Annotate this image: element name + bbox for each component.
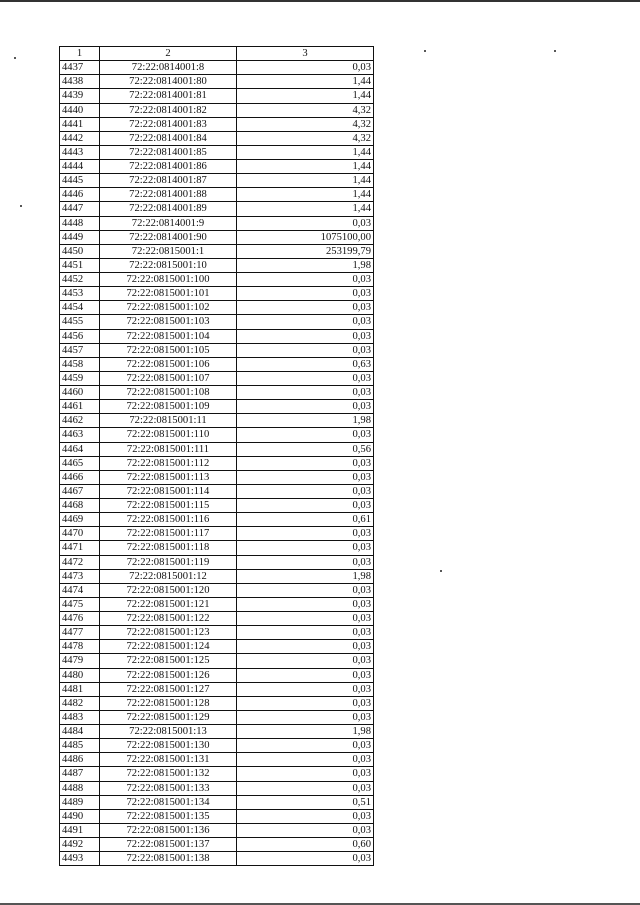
row-number: 4491 (60, 823, 100, 837)
row-value: 0,03 (237, 640, 374, 654)
row-number: 4460 (60, 386, 100, 400)
row-value: 0,03 (237, 301, 374, 315)
row-value: 1,44 (237, 188, 374, 202)
row-value: 0,60 (237, 838, 374, 852)
table-row (60, 626, 374, 640)
cadastral-number: 72:22:0815001:111 (100, 442, 237, 456)
table-row (60, 315, 374, 329)
row-number: 4484 (60, 725, 100, 739)
table-row (60, 484, 374, 498)
row-number: 4474 (60, 583, 100, 597)
header-col-1: 1 (60, 47, 100, 61)
cadastral-number: 72:22:0814001:85 (100, 145, 237, 159)
table-row (60, 753, 374, 767)
row-number: 4461 (60, 400, 100, 414)
cadastral-number: 72:22:0815001:116 (100, 513, 237, 527)
row-number: 4489 (60, 795, 100, 809)
row-value: 0,03 (237, 696, 374, 710)
table-row (60, 795, 374, 809)
cadastral-number: 72:22:0815001:107 (100, 371, 237, 385)
table-row (60, 513, 374, 527)
row-number: 4446 (60, 188, 100, 202)
cadastral-number: 72:22:0815001:132 (100, 767, 237, 781)
row-number: 4454 (60, 301, 100, 315)
cadastral-number: 72:22:0815001:117 (100, 527, 237, 541)
row-value: 1,44 (237, 160, 374, 174)
row-value: 0,03 (237, 386, 374, 400)
scan-speck (20, 205, 22, 207)
row-value: 0,03 (237, 216, 374, 230)
row-value: 0,03 (237, 456, 374, 470)
row-number: 4479 (60, 654, 100, 668)
row-value: 0,03 (237, 61, 374, 75)
cadastral-number: 72:22:0815001:101 (100, 287, 237, 301)
row-number: 4455 (60, 315, 100, 329)
table-row (60, 287, 374, 301)
cadastral-number: 72:22:0815001:109 (100, 400, 237, 414)
cadastral-number: 72:22:0814001:86 (100, 160, 237, 174)
header-col-2: 2 (100, 47, 237, 61)
table-row (60, 442, 374, 456)
table-row (60, 612, 374, 626)
cadastral-number: 72:22:0814001:88 (100, 188, 237, 202)
scan-speck (14, 57, 16, 59)
row-value: 0,03 (237, 470, 374, 484)
row-number: 4456 (60, 329, 100, 343)
cadastral-number: 72:22:0815001:118 (100, 541, 237, 555)
table-header-row (60, 47, 374, 61)
table-row (60, 117, 374, 131)
table-row (60, 682, 374, 696)
cadastral-number: 72:22:0815001:124 (100, 640, 237, 654)
row-number: 4438 (60, 75, 100, 89)
table-row (60, 710, 374, 724)
row-number: 4451 (60, 258, 100, 272)
cadastral-number: 72:22:0815001:110 (100, 428, 237, 442)
cadastral-number: 72:22:0815001:121 (100, 597, 237, 611)
cadastral-number: 72:22:0815001:129 (100, 710, 237, 724)
row-number: 4472 (60, 555, 100, 569)
row-number: 4463 (60, 428, 100, 442)
row-value: 0,03 (237, 781, 374, 795)
row-value: 0,03 (237, 583, 374, 597)
row-number: 4466 (60, 470, 100, 484)
table-row (60, 838, 374, 852)
row-value: 0,03 (237, 612, 374, 626)
row-value: 0,03 (237, 710, 374, 724)
row-number: 4473 (60, 569, 100, 583)
row-number: 4444 (60, 160, 100, 174)
table-row (60, 188, 374, 202)
table-row (60, 160, 374, 174)
table-row (60, 597, 374, 611)
row-number: 4480 (60, 668, 100, 682)
scan-speck (440, 570, 442, 572)
table-row (60, 725, 374, 739)
cadastral-number: 72:22:0815001:106 (100, 357, 237, 371)
row-value: 1,44 (237, 174, 374, 188)
cadastral-number: 72:22:0814001:8 (100, 61, 237, 75)
scan-speck (554, 50, 556, 52)
cadastral-number: 72:22:0815001:102 (100, 301, 237, 315)
table-row (60, 301, 374, 315)
cadastral-number: 72:22:0815001:128 (100, 696, 237, 710)
cadastral-number: 72:22:0815001:112 (100, 456, 237, 470)
cadastral-number: 72:22:0814001:80 (100, 75, 237, 89)
table-row (60, 61, 374, 75)
cadastral-number: 72:22:0815001:104 (100, 329, 237, 343)
table-row (60, 668, 374, 682)
row-value: 0,51 (237, 795, 374, 809)
row-value: 4,32 (237, 103, 374, 117)
cadastral-number: 72:22:0815001:127 (100, 682, 237, 696)
row-number: 4492 (60, 838, 100, 852)
row-number: 4441 (60, 117, 100, 131)
row-value: 0,03 (237, 654, 374, 668)
cadastral-number: 72:22:0815001:108 (100, 386, 237, 400)
row-number: 4490 (60, 809, 100, 823)
cadastral-number: 72:22:0815001:122 (100, 612, 237, 626)
row-number: 4437 (60, 61, 100, 75)
row-number: 4464 (60, 442, 100, 456)
row-number: 4465 (60, 456, 100, 470)
row-value: 0,03 (237, 329, 374, 343)
row-value: 0,61 (237, 513, 374, 527)
row-number: 4459 (60, 371, 100, 385)
cadastral-number: 72:22:0814001:89 (100, 202, 237, 216)
row-number: 4475 (60, 597, 100, 611)
cadastral-number: 72:22:0815001:120 (100, 583, 237, 597)
row-value: 0,03 (237, 767, 374, 781)
row-value: 0,03 (237, 273, 374, 287)
row-value: 1,44 (237, 89, 374, 103)
cadastral-number: 72:22:0815001:114 (100, 484, 237, 498)
row-number: 4471 (60, 541, 100, 555)
cadastral-number: 72:22:0814001:90 (100, 230, 237, 244)
row-value: 0,03 (237, 541, 374, 555)
row-number: 4462 (60, 414, 100, 428)
table-row (60, 456, 374, 470)
row-value: 0,03 (237, 809, 374, 823)
table-row (60, 555, 374, 569)
row-number: 4448 (60, 216, 100, 230)
row-number: 4477 (60, 626, 100, 640)
row-value: 1,44 (237, 75, 374, 89)
table-row (60, 371, 374, 385)
row-number: 4481 (60, 682, 100, 696)
table-row (60, 216, 374, 230)
table-row (60, 329, 374, 343)
cadastral-number: 72:22:0815001:105 (100, 343, 237, 357)
cadastral-number: 72:22:0815001:123 (100, 626, 237, 640)
row-number: 4443 (60, 145, 100, 159)
table-row (60, 569, 374, 583)
row-number: 4486 (60, 753, 100, 767)
table-row (60, 823, 374, 837)
table-row (60, 696, 374, 710)
table-row (60, 202, 374, 216)
cadastral-number: 72:22:0815001:137 (100, 838, 237, 852)
row-number: 4476 (60, 612, 100, 626)
row-value: 1,98 (237, 414, 374, 428)
table-row (60, 654, 374, 668)
cadastral-number: 72:22:0815001:131 (100, 753, 237, 767)
cadastral-number: 72:22:0814001:81 (100, 89, 237, 103)
row-value: 1075100,00 (237, 230, 374, 244)
row-value: 0,03 (237, 527, 374, 541)
row-number: 4488 (60, 781, 100, 795)
row-value: 1,98 (237, 569, 374, 583)
header-col-3: 3 (237, 47, 374, 61)
cadastral-number: 72:22:0815001:115 (100, 499, 237, 513)
row-number: 4457 (60, 343, 100, 357)
cadastral-number: 72:22:0815001:10 (100, 258, 237, 272)
table-row (60, 343, 374, 357)
table-row (60, 428, 374, 442)
table-row (60, 739, 374, 753)
cadastral-number: 72:22:0814001:83 (100, 117, 237, 131)
table-row (60, 258, 374, 272)
row-number: 4453 (60, 287, 100, 301)
table-row (60, 230, 374, 244)
row-value: 0,03 (237, 852, 374, 866)
row-value: 1,98 (237, 725, 374, 739)
cadastral-number: 72:22:0815001:134 (100, 795, 237, 809)
row-value: 0,03 (237, 682, 374, 696)
table-row (60, 527, 374, 541)
table-row (60, 273, 374, 287)
row-number: 4450 (60, 244, 100, 258)
table-row (60, 75, 374, 89)
table-row (60, 414, 374, 428)
row-number: 4478 (60, 640, 100, 654)
table-row (60, 767, 374, 781)
table-row (60, 131, 374, 145)
cadastral-number: 72:22:0815001:138 (100, 852, 237, 866)
row-number: 4493 (60, 852, 100, 866)
table-row (60, 103, 374, 117)
row-value: 0,03 (237, 668, 374, 682)
row-value: 1,44 (237, 202, 374, 216)
table-row (60, 852, 374, 866)
row-value: 0,03 (237, 597, 374, 611)
data-table (59, 46, 374, 866)
row-number: 4458 (60, 357, 100, 371)
table-row (60, 400, 374, 414)
row-value: 0,03 (237, 823, 374, 837)
table-row (60, 89, 374, 103)
row-value: 0,03 (237, 484, 374, 498)
table-row (60, 781, 374, 795)
table-row (60, 357, 374, 371)
row-number: 4442 (60, 131, 100, 145)
cadastral-number: 72:22:0815001:12 (100, 569, 237, 583)
row-value: 0,03 (237, 343, 374, 357)
cadastral-number: 72:22:0814001:87 (100, 174, 237, 188)
row-value: 1,44 (237, 145, 374, 159)
table-row (60, 499, 374, 513)
cadastral-number: 72:22:0815001:103 (100, 315, 237, 329)
cadastral-number: 72:22:0815001:1 (100, 244, 237, 258)
table-row (60, 809, 374, 823)
row-value: 0,03 (237, 739, 374, 753)
row-number: 4470 (60, 527, 100, 541)
cadastral-number: 72:22:0815001:119 (100, 555, 237, 569)
cadastral-number: 72:22:0815001:133 (100, 781, 237, 795)
cadastral-number: 72:22:0815001:100 (100, 273, 237, 287)
cadastral-number: 72:22:0815001:113 (100, 470, 237, 484)
table-row (60, 470, 374, 484)
row-value: 1,98 (237, 258, 374, 272)
cadastral-number: 72:22:0815001:130 (100, 739, 237, 753)
table-row (60, 244, 374, 258)
table-row (60, 640, 374, 654)
row-value: 0,03 (237, 315, 374, 329)
row-value: 0,03 (237, 400, 374, 414)
row-value: 0,03 (237, 753, 374, 767)
row-number: 4483 (60, 710, 100, 724)
row-value: 0,03 (237, 371, 374, 385)
cadastral-number: 72:22:0815001:126 (100, 668, 237, 682)
cadastral-number: 72:22:0815001:125 (100, 654, 237, 668)
table-row (60, 145, 374, 159)
row-value: 0,03 (237, 428, 374, 442)
table-row (60, 541, 374, 555)
row-number: 4449 (60, 230, 100, 244)
row-number: 4447 (60, 202, 100, 216)
cadastral-number: 72:22:0815001:13 (100, 725, 237, 739)
row-value: 0,03 (237, 626, 374, 640)
row-value: 0,03 (237, 287, 374, 301)
table-row (60, 386, 374, 400)
table-row (60, 174, 374, 188)
cadastral-number: 72:22:0814001:9 (100, 216, 237, 230)
row-number: 4482 (60, 696, 100, 710)
row-number: 4468 (60, 499, 100, 513)
row-number: 4485 (60, 739, 100, 753)
row-number: 4439 (60, 89, 100, 103)
row-number: 4487 (60, 767, 100, 781)
cadastral-number: 72:22:0814001:82 (100, 103, 237, 117)
cadastral-number: 72:22:0814001:84 (100, 131, 237, 145)
row-number: 4467 (60, 484, 100, 498)
cadastral-number: 72:22:0815001:136 (100, 823, 237, 837)
row-value: 0,03 (237, 555, 374, 569)
row-value: 0,56 (237, 442, 374, 456)
scan-speck (424, 50, 426, 52)
table-row (60, 583, 374, 597)
scan-top-edge (0, 0, 640, 2)
cadastral-number: 72:22:0815001:135 (100, 809, 237, 823)
row-value: 4,32 (237, 131, 374, 145)
cadastral-number: 72:22:0815001:11 (100, 414, 237, 428)
row-number: 4445 (60, 174, 100, 188)
row-number: 4452 (60, 273, 100, 287)
row-value: 253199,79 (237, 244, 374, 258)
row-number: 4469 (60, 513, 100, 527)
table-body (60, 61, 374, 866)
row-value: 0,63 (237, 357, 374, 371)
row-value: 0,03 (237, 499, 374, 513)
row-value: 4,32 (237, 117, 374, 131)
row-number: 4440 (60, 103, 100, 117)
